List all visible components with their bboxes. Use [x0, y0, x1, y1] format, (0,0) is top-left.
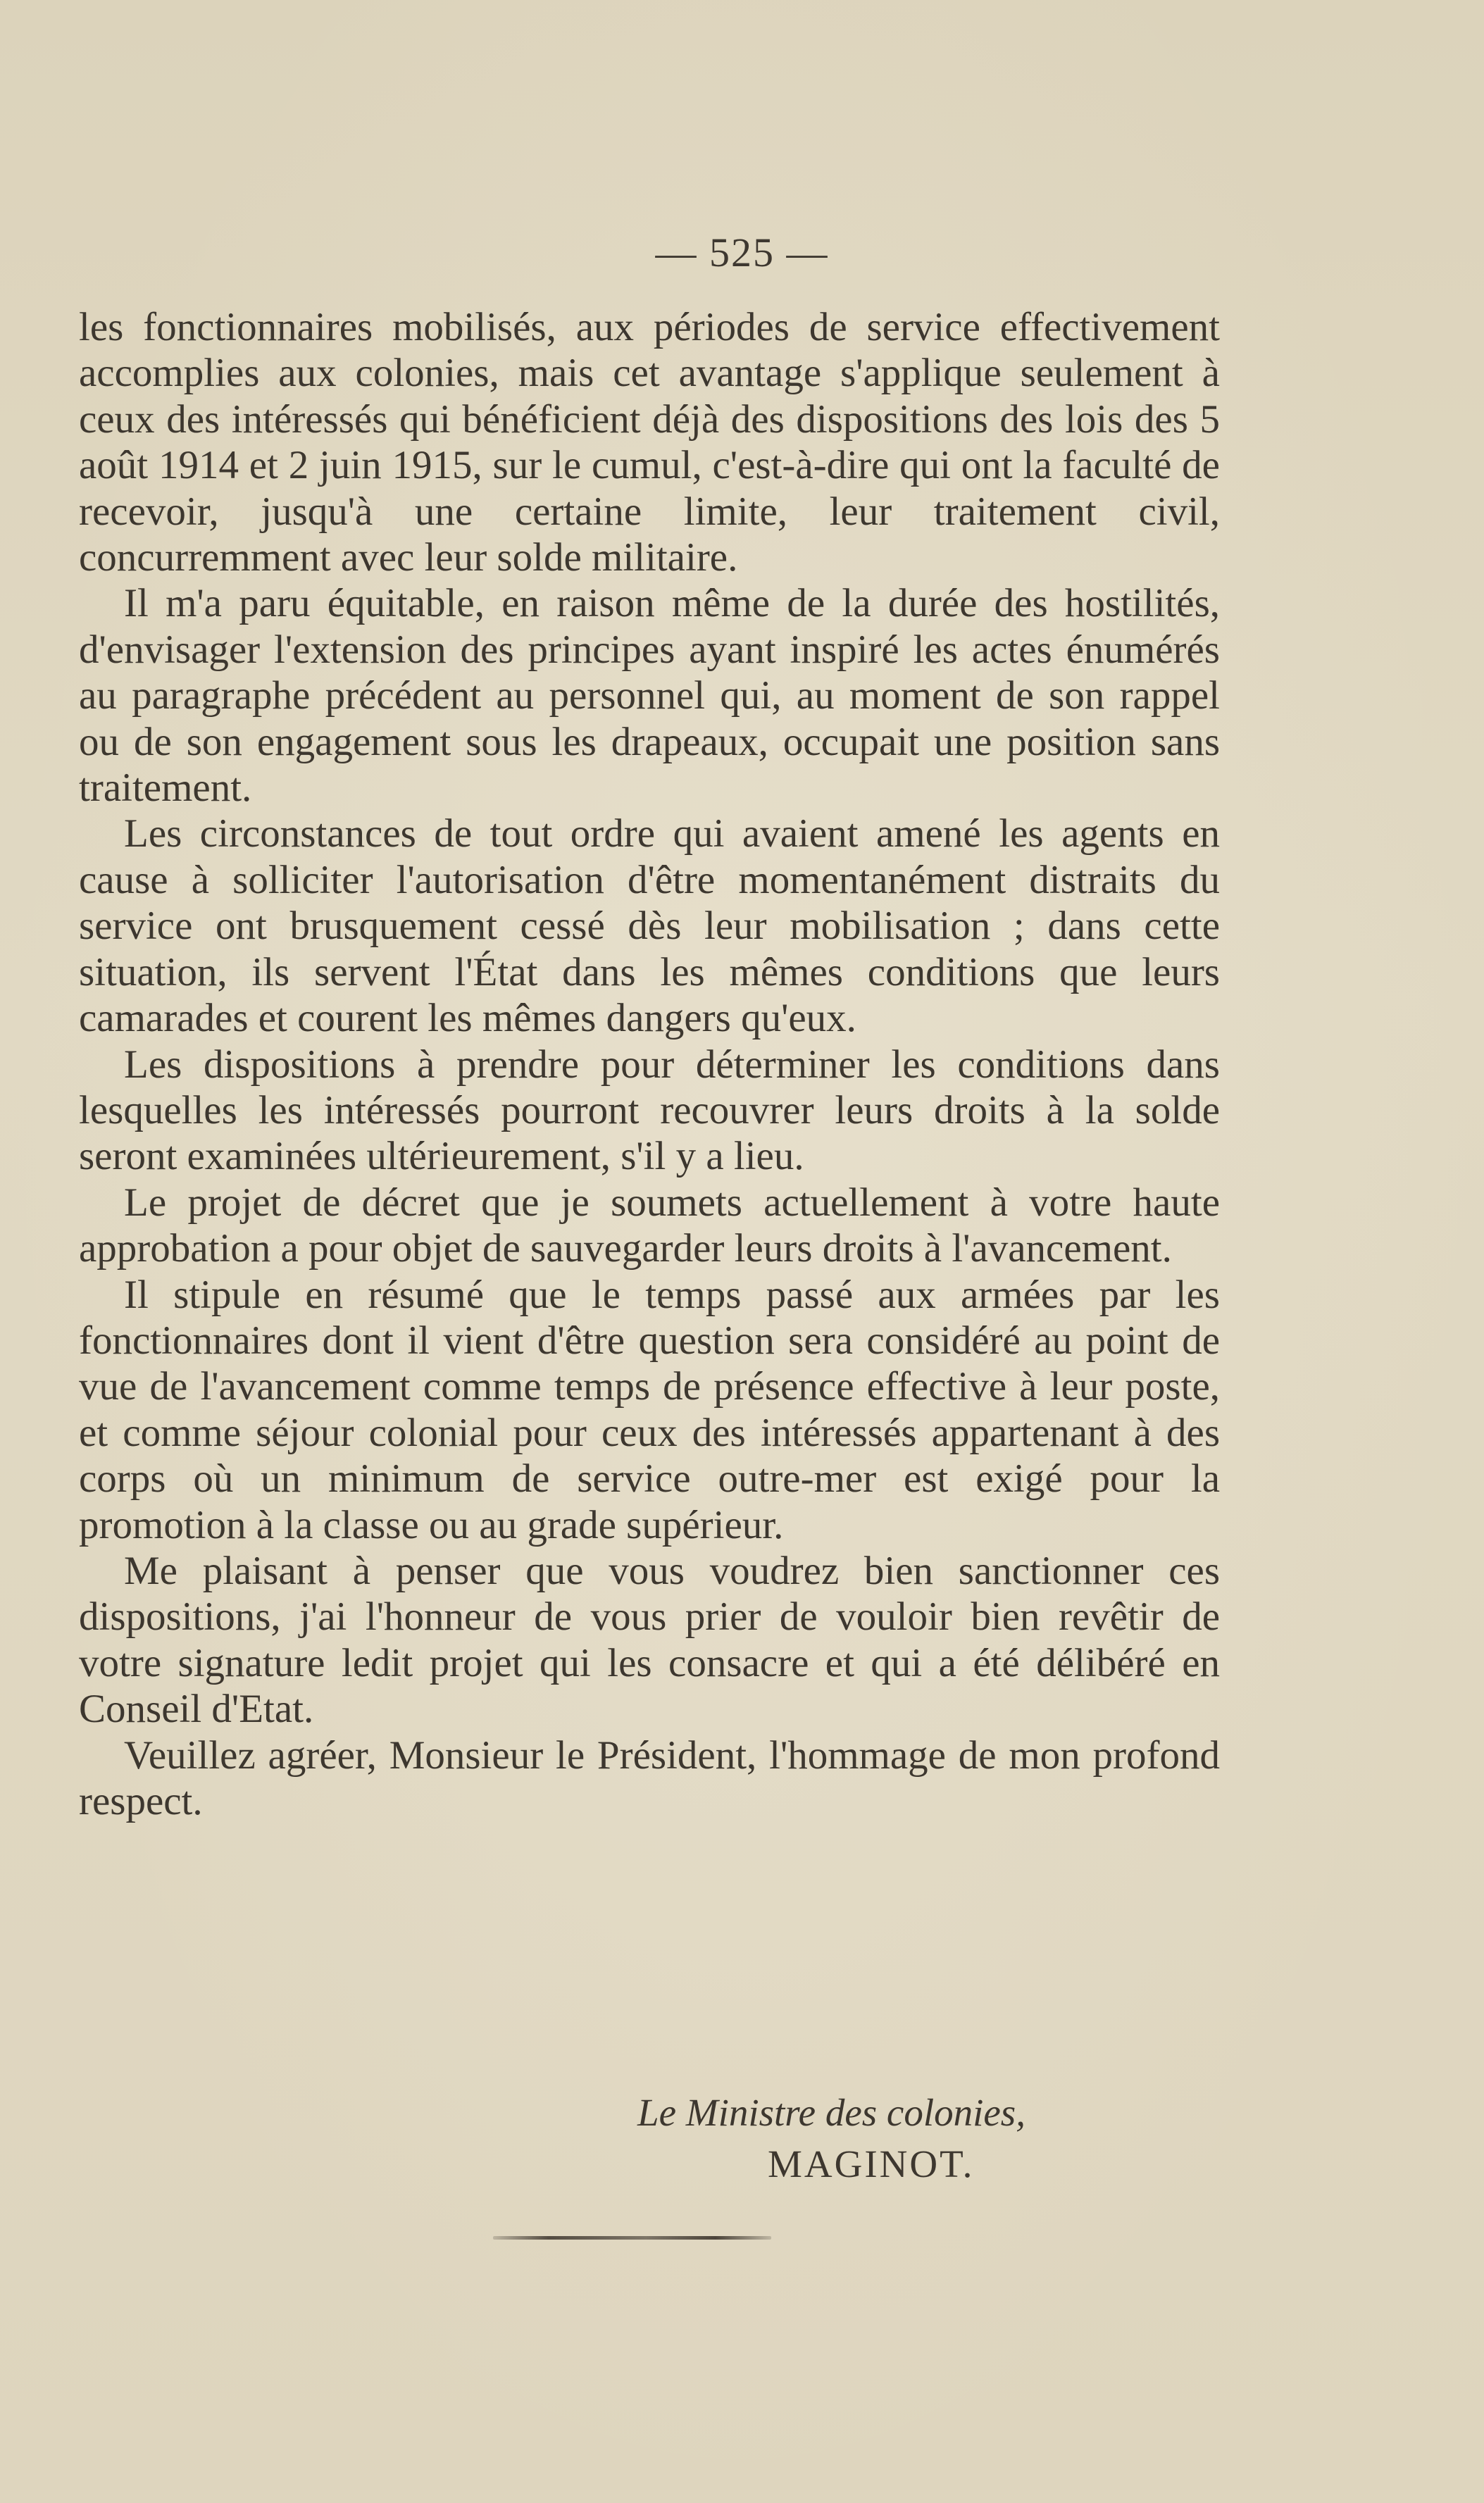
body-text	[79, 304, 1220, 1824]
paragraph: Le projet de décret que je soumets actuellement à votre haute approbation a pour objet de sauvegarder leurs droits à l'avancement.	[79, 1180, 1220, 1271]
paragraph: Les circonstances de tout ordre qui avaient amené les agents en cause à solliciter l'autorisation d'être momentanément distraits du service ont brusquement cessé dès leur mobilisation ; dans cette situation, ils servent l'État dans les mêmes conditions que leurs camarades et courent les mêmes dangers qu'eux.	[79, 811, 1220, 1041]
signature-title: Le Ministre des colonies,	[637, 2091, 1025, 2134]
paragraph: Il m'a paru équitable, en raison même de la durée des hostilités, d'envisager l'extension des principes ayant inspiré les actes énumérés au paragraphe précédent au personnel qui, au moment de son rappel ou de son engagement sous les drapeaux, occupait une position sans traitement.	[79, 581, 1220, 811]
page-number: — 525 —	[655, 230, 829, 275]
end-rule-divider	[493, 2236, 771, 2240]
paragraph: les fonctionnaires mobilisés, aux périodes de service effectivement accomplies aux colonies, mais cet avantage s'applique seulement à ceux des intéressés qui bénéficient déjà des dispositions des lois des 5 août 1914 et 2 juin 1915, sur le cumul, c'est-à-dire qui ont la faculté de recevoir, jusqu'à une certaine limite, leur traitement civil, concurremment avec leur solde militaire.	[79, 305, 1220, 580]
paragraph: Me plaisant à penser que vous voudrez bien sanctionner ces dispositions, j'ai l'honneur de vous prier de vouloir bien revêtir de votre signature ledit projet qui les consacre et qui a été délibéré en Conseil d'Etat.	[79, 1548, 1220, 1732]
paragraph: Les dispositions à prendre pour déterminer les conditions dans lesquelles les intéressés pourront recouvrer leurs droits à la solde seront examinées ultérieurement, s'il y a lieu.	[79, 1042, 1220, 1179]
paragraph: Il stipule en résumé que le temps passé aux armées par les fonctionnaires dont il vient d'être question sera considéré au point de vue de l'avancement comme temps de présence effective à leur poste, et comme séjour colonial pour ceux des intéressés appartenant à des corps où un minimum de service outre-mer est exigé pour la promotion à la classe ou au grade supérieur.	[79, 1272, 1220, 1547]
paragraph: Veuillez agréer, Monsieur le Président, l'hommage de mon profond respect.	[79, 1733, 1220, 1823]
signature-name: MAGINOT.	[768, 2142, 975, 2185]
